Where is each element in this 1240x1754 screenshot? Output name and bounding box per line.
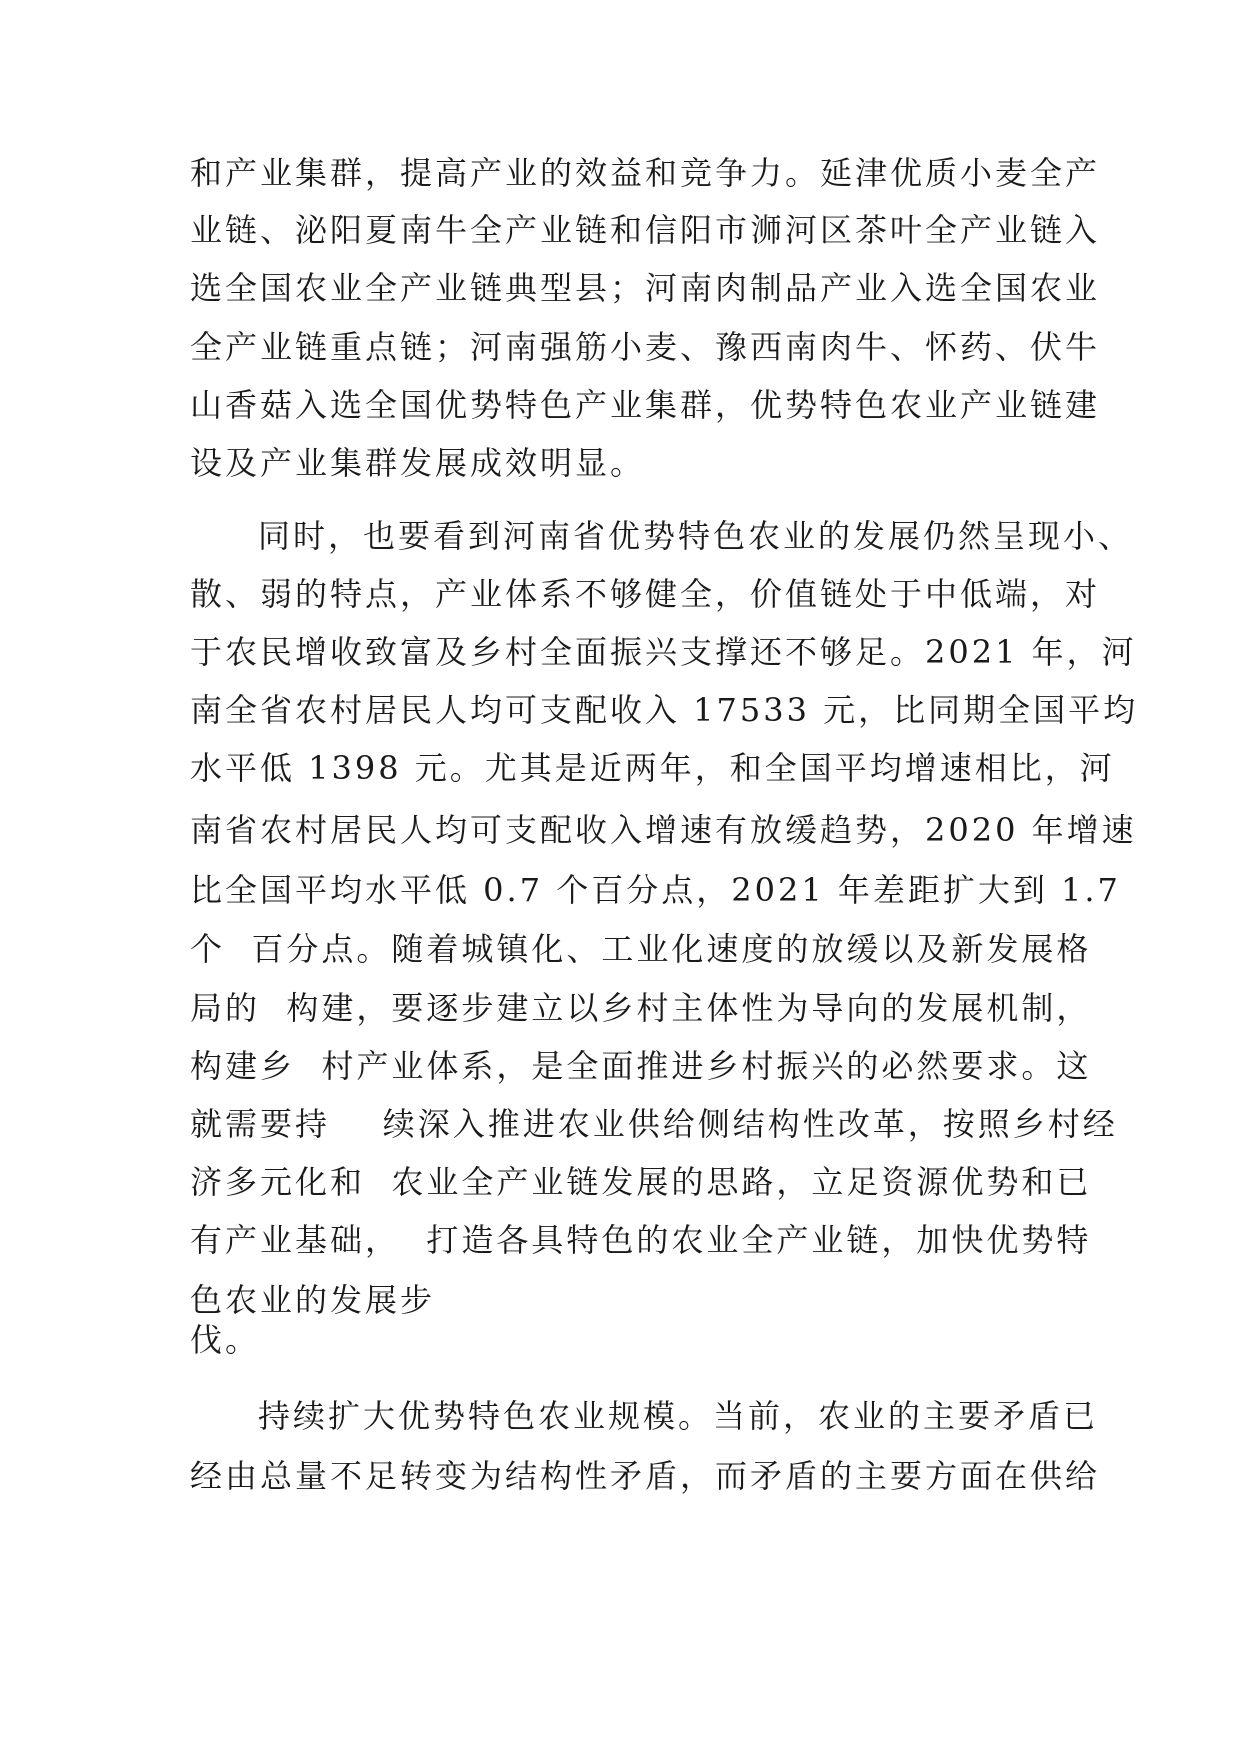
text-line: 山香菇入选全国优势特色产业集群，优势特色农业产业链建 <box>190 386 1101 424</box>
text-line: 持续扩大优势特色农业规模。当前，农业的主要矛盾已 <box>258 1397 1099 1435</box>
text-line: 选全国农业全产业链典型县；河南肉制品产业入选全国农业 <box>190 269 1101 307</box>
text-line: 业链、泌阳夏南牛全产业链和信阳市浉河区茶叶全产业链入 <box>190 211 1101 249</box>
text-line: 色农业的发展步 <box>190 1281 436 1319</box>
text-line: 全产业链重点链；河南强筋小麦、豫西南肉牛、怀药、伏牛 <box>190 328 1101 366</box>
text-line: 经由总量不足转变为结构性矛盾，而矛盾的主要方面在供给 <box>190 1457 1101 1495</box>
text-line: 散、弱的特点，产业体系不够健全，价值链处于中低端，对 <box>190 575 1101 613</box>
text-line: 济多元化和 农业全产业链发展的思路，立足资源优势和已 <box>190 1163 1092 1201</box>
text-line: 比全国平均水平低 0.7 个百分点，2021 年差距扩大到 1.7 <box>190 871 1121 909</box>
text-line: 于农民增收致富及乡村全面振兴支撑还不够足。2021 年，河 <box>190 633 1137 671</box>
text-line: 设及产业集群发展成效明显。 <box>190 444 646 482</box>
text-line: 伐。 <box>190 1321 261 1359</box>
text-line: 同时，也要看到河南省优势特色农业的发展仍然呈现小、 <box>258 517 1134 555</box>
text-line: 局的 构建，要逐步建立以乡村主体性为导向的发展机制， <box>190 989 1092 1027</box>
text-line: 和产业集群，提高产业的效益和竞争力。延津优质小麦全产 <box>190 154 1101 192</box>
text-line: 就需要持 续深入推进农业供给侧结构性改革，按照乡村经 <box>190 1105 1118 1143</box>
text-line: 水平低 1398 元。尤其是近两年，和全国平均增速相比，河 <box>190 749 1115 787</box>
text-line: 南省农村居民人均可支配收入增速有放缓趋势，2020 年增速 <box>190 811 1137 849</box>
text-line: 有产业基础， 打造各具特色的农业全产业链，加快优势特 <box>190 1221 1092 1259</box>
text-line: 个 百分点。随着城镇化、工业化速度的放缓以及新发展格 <box>190 930 1092 968</box>
text-line: 南全省农村居民人均可支配收入 17533 元，比同期全国平均 <box>190 691 1139 729</box>
text-line: 构建乡 村产业体系，是全面推进乡村振兴的必然要求。这 <box>190 1047 1092 1085</box>
